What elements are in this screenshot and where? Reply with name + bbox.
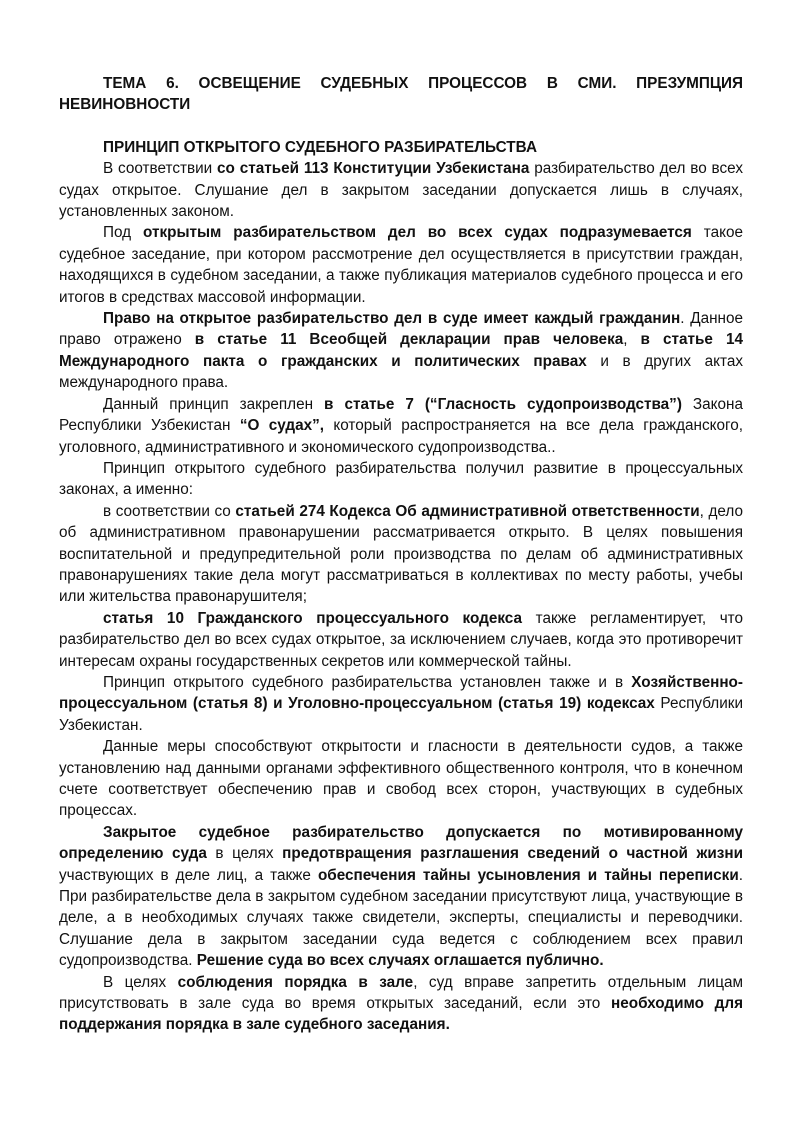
text-run: в целях: [206, 845, 283, 863]
bold-text: статьей 274 Кодекса Об административной ответственности: [235, 502, 700, 520]
paragraph: [59, 458, 743, 501]
bold-text: в статье 14 Международного пакта о гражданских и политических правах: [59, 331, 743, 370]
bold-text: необходимо для поддержания порядка в зале судебного заседания.: [59, 995, 743, 1034]
bold-text: в статье 11 Всеобщей декларации прав человека: [194, 331, 624, 349]
bold-text: обеспечения тайны усыновления и тайны переписки: [317, 866, 739, 884]
bold-text: в статье 7 (“Гласность судопроизводства”): [324, 395, 682, 413]
bold-text: Право на открытое разбирательство дел в суде имеет каждый гражданин: [103, 310, 681, 328]
paragraph: [59, 608, 743, 672]
bold-text: “О судах”,: [239, 417, 324, 435]
paragraph: [59, 736, 743, 822]
text-run: разбирательство дел во всех судах открытое. Слушание дел в закрытом заседании допускается лишь в случаях, установленных законом.: [59, 160, 743, 221]
bold-text: Хозяйственно-процессуальном (статья 8) и Уголовно-процессуальном (статья 19) кодексах: [59, 673, 743, 713]
text-run: ,: [623, 331, 641, 349]
text-run: Данные меры способствуют открытости и гласности в деятельности судов, а также установлению над данными органами эффективного общественного контроля, что в конечном счете соответствует обеспечению прав и свобод всех сторон, участвующих в судебных процессах.: [59, 738, 743, 820]
bold-text: со статьей 113 Конституции Узбекистана: [217, 160, 530, 178]
text-run: . При разбирательстве дела в закрытом судебном заседании присутствуют лица, участвующие в деле, а в необходимых случаях также свидетели, эксперты, специалисты и переводчики. Слушание дела в закрытом заседании суда ведется с соблюдением всех правил судопроизводства.: [59, 866, 743, 970]
bold-text: статья 10 Гражданского процессуального кодекса: [103, 609, 522, 627]
text-run: участвующих в деле лиц, а также: [59, 866, 318, 884]
text-run: Республики Узбекистан.: [59, 695, 743, 734]
text-run: который распространяется на все дела гражданского, уголовного, административного и экономического судопроизводства..: [59, 417, 743, 456]
paragraph: [59, 972, 743, 1036]
spacer: [59, 116, 743, 137]
text-run: Принцип открытого судебного разбирательства установлен также и в: [103, 673, 632, 691]
paragraph: [59, 158, 743, 222]
text-run: , суд вправе запретить отдельным лицам присутствовать в зале суда во время открытых заседаний, если это: [59, 973, 743, 1013]
text-run: такое судебное заседание, при котором рассмотрение дел осуществляется в присутствии граждан, находящихся в судебном заседании, а также публикация материалов судебного процесса и его итогов в средствах массовой информации.: [59, 224, 743, 306]
bold-text: открытым разбирательством дел во всех судах подразумевается: [142, 224, 692, 242]
text-run: В соответствии: [103, 160, 218, 178]
bold-text: Решение суда во всех случаях оглашается публично.: [196, 952, 604, 970]
paragraph: [59, 822, 743, 972]
text-run: В целях: [103, 973, 178, 991]
paragraph: [59, 222, 743, 308]
paragraph: [59, 308, 743, 394]
text-run: , дело об административном правонарушении рассматривается открыто. В целях повышения воспитательной и предупредительной роли производства по делам об административных правонарушениях такие дела могут рассматриваться в коллективах по месту работы, учебы или жительства правонарушителя;: [59, 502, 744, 606]
document-page: [59, 73, 743, 1036]
text-run: в соответствии со: [103, 502, 236, 520]
bold-text: соблюдения порядка в зале: [177, 973, 414, 991]
text-run: Под: [103, 224, 143, 242]
text-run: . Данное право отражено: [59, 310, 744, 349]
text-run: также регламентирует, что разбирательство дел во всех судах открытое, за исключением случаев, когда это противоречит интересам охраны государственных секретов или коммерческой тайны.: [59, 609, 743, 670]
paragraph: [59, 672, 743, 736]
document-title: ТЕМА 6. ОСВЕЩЕНИЕ СУДЕБНЫХ ПРОЦЕССОВ В СМИ. ПРЕЗУМПЦИЯ НЕВИНОВНОСТИ: [59, 75, 743, 114]
text-run: Принцип открытого судебного разбирательства получил развитие в процессуальных законах, а именно:: [59, 459, 743, 499]
text-run: и в других актах международного права.: [59, 352, 743, 392]
section-heading: ПРИНЦИП ОТКРЫТОГО СУДЕБНОГО РАЗБИРАТЕЛЬСТВА: [103, 138, 537, 156]
text-run: Данный принцип закреплен: [103, 395, 325, 413]
paragraph: [59, 501, 743, 608]
text-run: Закона Республики Узбекистан: [59, 395, 744, 435]
body-text: [59, 158, 743, 1036]
bold-text: предотвращения разглашения сведений о частной жизни: [282, 845, 743, 863]
paragraph: [59, 394, 743, 458]
bold-text: Закрытое судебное разбирательство допускается по мотивированному определению суда: [59, 823, 743, 863]
